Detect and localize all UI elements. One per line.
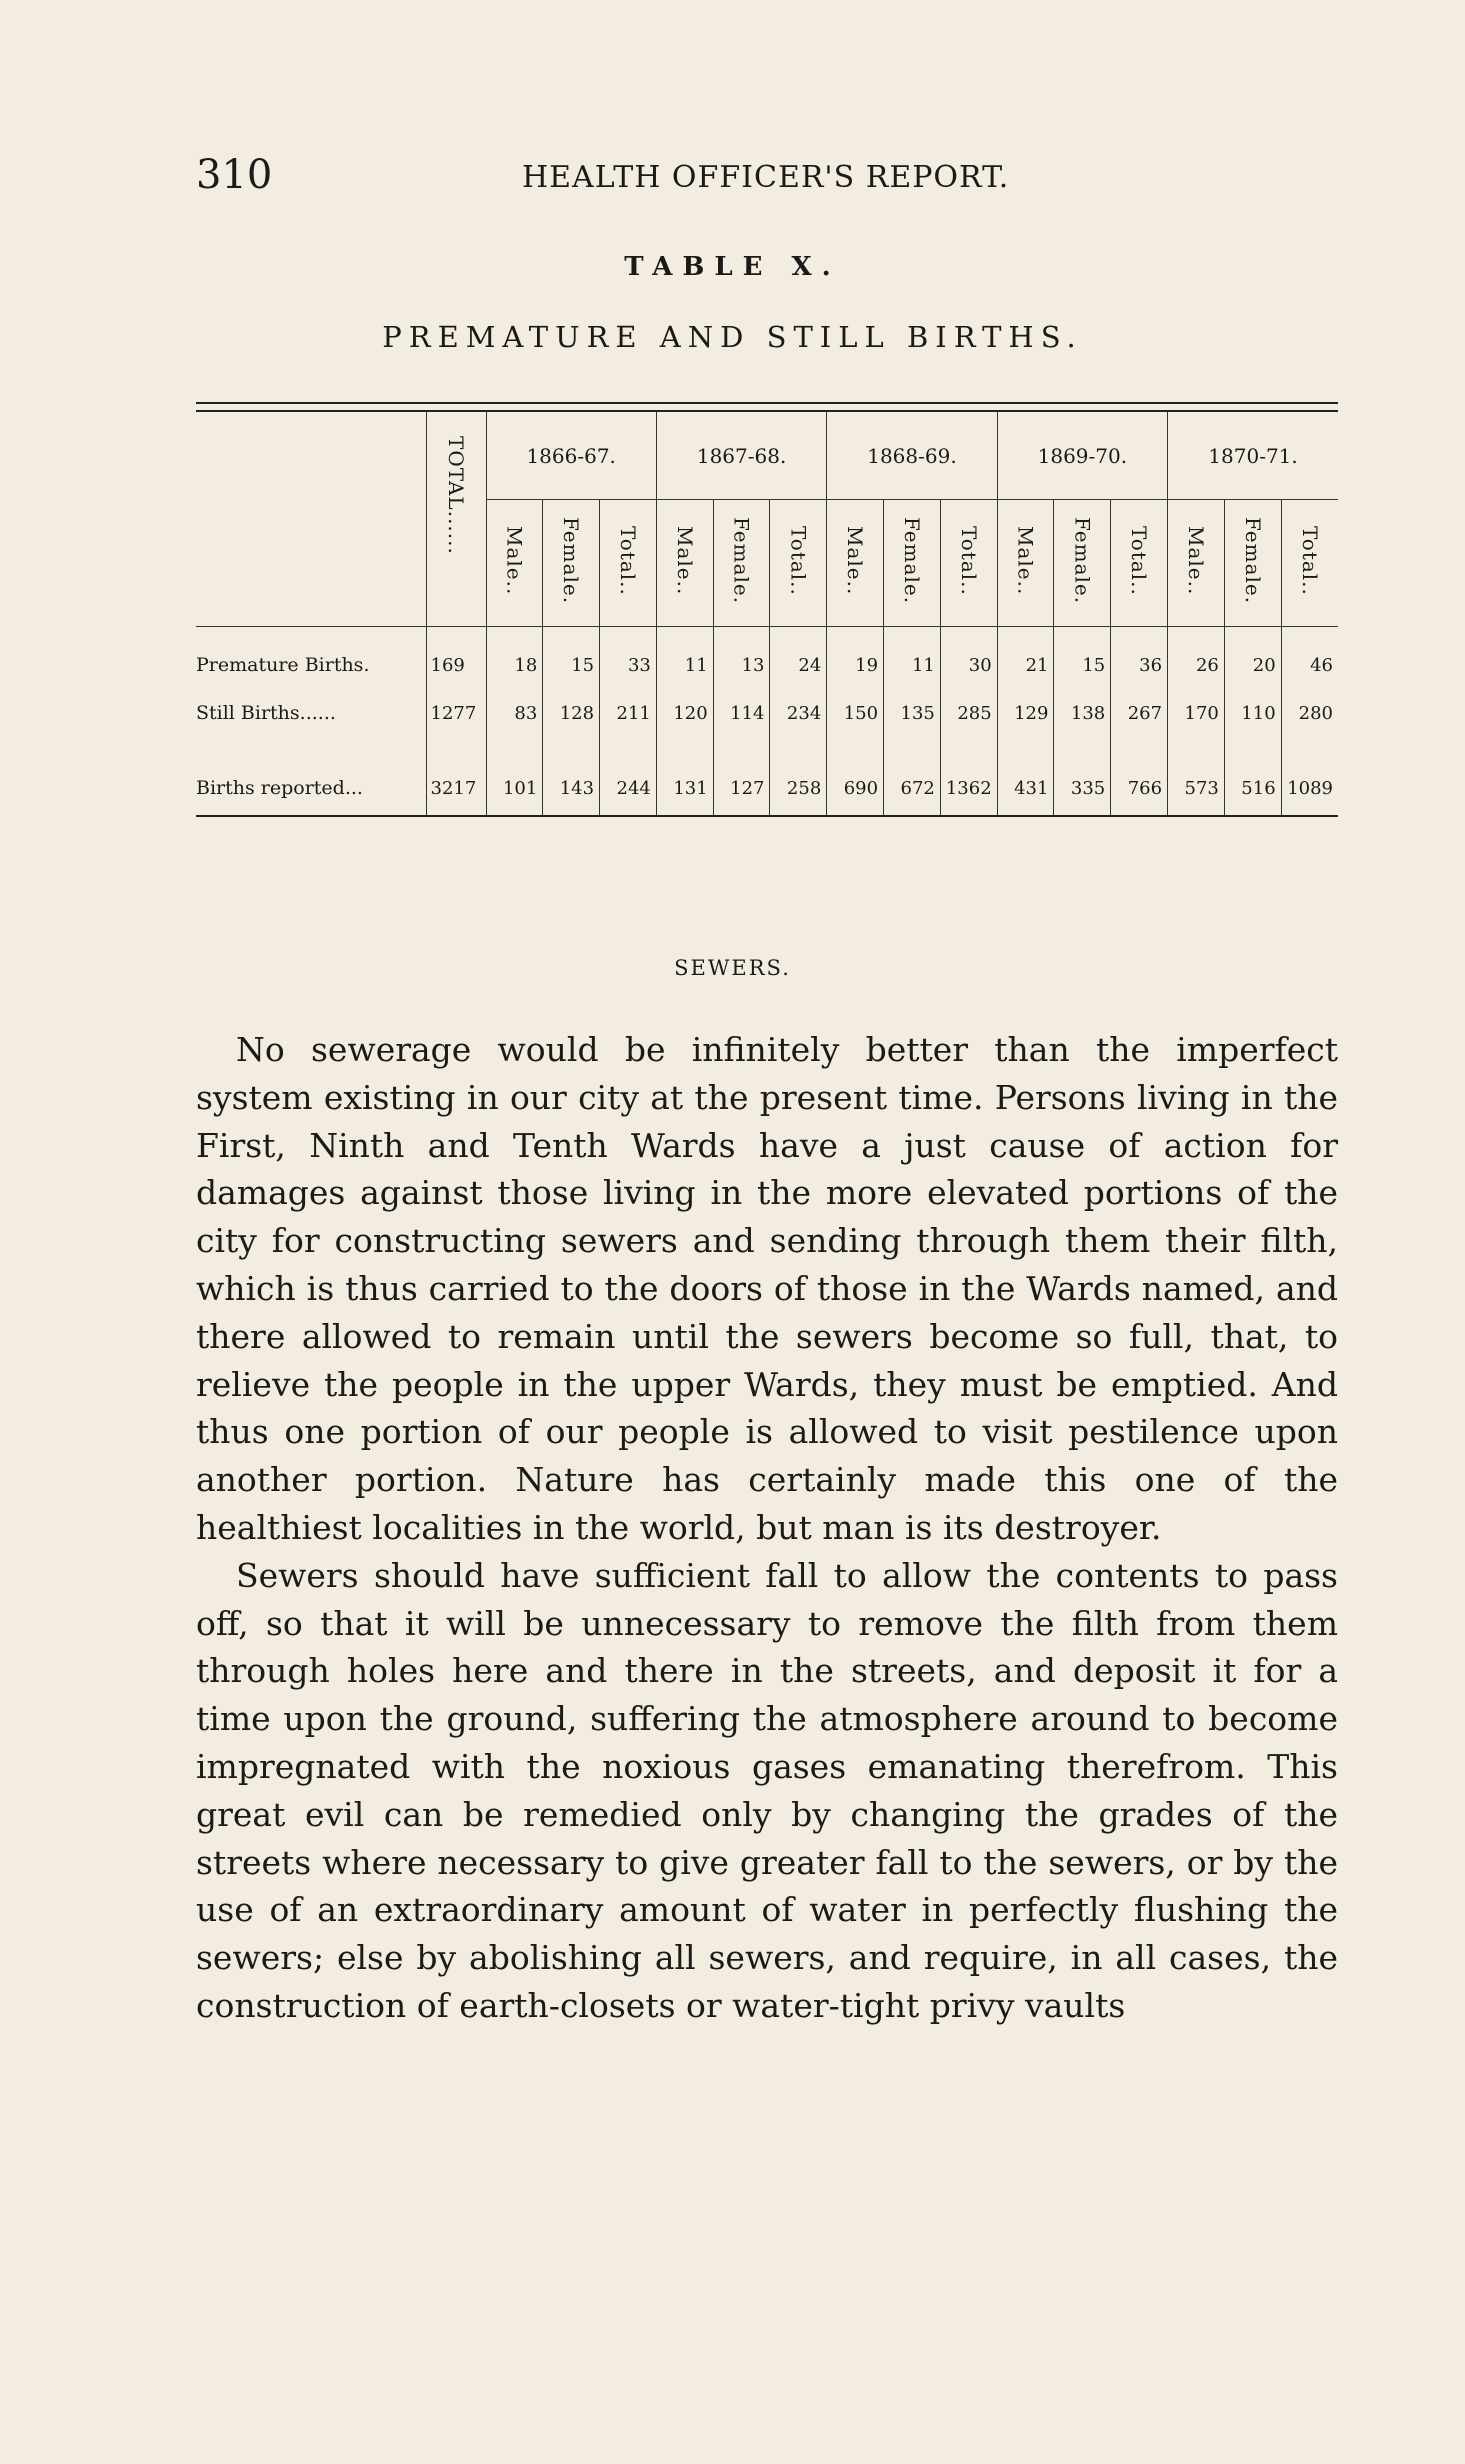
gap-cell — [940, 737, 997, 761]
row-gap — [196, 737, 1338, 761]
table-cell: 766 — [1111, 761, 1168, 816]
table-cell: 11 — [884, 641, 941, 689]
total-header-label: TOTAL...... — [444, 436, 468, 555]
table-cell: 36 — [1111, 641, 1168, 689]
table-cell: 110 — [1224, 689, 1281, 737]
stub-header — [196, 412, 426, 627]
sub-header — [1281, 500, 1338, 627]
sub-header-label: Total.. — [956, 525, 981, 596]
table-cell: 280 — [1281, 689, 1338, 737]
separator-cell — [486, 627, 543, 642]
separator-cell — [1111, 627, 1168, 642]
sub-header — [656, 500, 713, 627]
sub-header-label: Male.. — [672, 525, 697, 596]
births-table-wrapper — [196, 402, 1338, 817]
gap-cell — [196, 737, 426, 761]
table-cell: 244 — [600, 761, 657, 816]
separator-cell — [713, 627, 770, 642]
table-cell: 150 — [827, 689, 884, 737]
sub-header-label: Male.. — [843, 525, 868, 596]
births-table — [196, 412, 1338, 817]
header-row-years — [196, 412, 1338, 500]
total-header — [426, 412, 486, 627]
table-cell: 26 — [1168, 641, 1225, 689]
gap-cell — [997, 737, 1054, 761]
gap-cell — [1224, 737, 1281, 761]
separator-cell — [997, 627, 1054, 642]
table-cell: 114 — [713, 689, 770, 737]
separator-cell — [770, 627, 827, 642]
gap-cell — [1054, 737, 1111, 761]
sub-header-label: Total.. — [615, 525, 640, 596]
table-cell: 143 — [543, 761, 600, 816]
row-total: 3217 — [426, 761, 486, 816]
sub-header — [713, 500, 770, 627]
year-header: 1868-69. — [827, 412, 997, 500]
row-label: Premature Births. — [196, 654, 370, 676]
sub-header-label: Total.. — [1297, 525, 1322, 596]
separator-cell — [1054, 627, 1111, 642]
table-row — [196, 641, 1338, 689]
year-header: 1870-71. — [1168, 412, 1338, 500]
gap-cell — [827, 737, 884, 761]
sub-header-label: Male.. — [1183, 525, 1208, 596]
table-cell: 19 — [827, 641, 884, 689]
sub-header-label: Total.. — [1127, 525, 1152, 596]
table-cell: 1089 — [1281, 761, 1338, 816]
running-title: HEALTH OFFICER'S REPORT. — [522, 160, 1010, 195]
separator-cell — [543, 627, 600, 642]
table-cell: 285 — [940, 689, 997, 737]
gap-cell — [426, 737, 486, 761]
row-label: Still Births...... — [196, 702, 336, 724]
gap-cell — [543, 737, 600, 761]
sub-header — [770, 500, 827, 627]
table-cell: 129 — [997, 689, 1054, 737]
sub-header — [486, 500, 543, 627]
sub-header-label: Female. — [1240, 517, 1265, 605]
table-cell: 211 — [600, 689, 657, 737]
table-cell: 120 — [656, 689, 713, 737]
sub-header-label: Female. — [729, 517, 754, 605]
paragraph: No sewerage would be infinitely better than the imperfect system existing in our city at the present time. Persons living in the First, Ninth and Tenth Wards have a just cause of action for damages against those living in the more elevated portions of the city for constructing sewers and sending through them their filth, which is thus carried to the doors of those in the Wards named, and there allowed to remain until the sewers become so full, that, to relieve the people in the upper Wards, they must be emptied. And thus one portion of our people is allowed to visit pestilence upon another portion. Nature has certainly made this one of the healthiest localities in the world, but man is its destroyer. — [196, 1030, 1338, 1547]
year-header: 1869-70. — [997, 412, 1167, 500]
table-cell: 15 — [1054, 641, 1111, 689]
sub-header — [600, 500, 657, 627]
gap-cell — [1281, 737, 1338, 761]
table-cell: 46 — [1281, 641, 1338, 689]
year-header: 1867-68. — [656, 412, 826, 500]
paragraph: Sewers should have sufficient fall to allow the contents to pass off, so that it will be unnecessary to remove the filth from them through holes here and there in the streets, and deposit it for a time upon the ground, suffering the atmosphere around to become impregnated with the noxious gases emanating therefrom. This great evil can be remedied only by changing the grades of the streets where necessary to give greater fall to the sewers, or by the use of an extraordinary amount of water in perfectly flushing the sewers; else by abolishing all sewers, and require, in all cases, the construction of earth-closets or water-tight privy vaults — [196, 1555, 1338, 2025]
row-total: 1277 — [426, 689, 486, 737]
table-cell: 15 — [543, 641, 600, 689]
separator-cell — [1168, 627, 1225, 642]
table-cell: 127 — [713, 761, 770, 816]
table-cell: 33 — [600, 641, 657, 689]
separator-cell — [426, 627, 486, 642]
table-cell: 672 — [884, 761, 941, 816]
table-cell: 24 — [770, 641, 827, 689]
table-cell: 573 — [1168, 761, 1225, 816]
sub-header — [1111, 500, 1168, 627]
sub-header — [1054, 500, 1111, 627]
table-cell: 83 — [486, 689, 543, 737]
gap-cell — [770, 737, 827, 761]
separator-cell — [884, 627, 941, 642]
header-separator — [196, 627, 1338, 642]
row-label: Births reported... — [196, 761, 426, 816]
table-cell: 135 — [884, 689, 941, 737]
table-cell: 690 — [827, 761, 884, 816]
separator-cell — [940, 627, 997, 642]
sub-header-label: Female. — [559, 517, 584, 605]
table-cell: 258 — [770, 761, 827, 816]
gap-cell — [884, 737, 941, 761]
table-cell: 101 — [486, 761, 543, 816]
gap-cell — [600, 737, 657, 761]
sub-header — [1168, 500, 1225, 627]
page-number: 310 — [196, 152, 273, 198]
separator-cell — [827, 627, 884, 642]
table-row — [196, 761, 1338, 816]
body-text — [196, 1026, 1338, 2030]
separator-cell — [600, 627, 657, 642]
table-cell: 11 — [656, 641, 713, 689]
table-cell: 131 — [656, 761, 713, 816]
row-total: 169 — [426, 641, 486, 689]
table-cell: 128 — [543, 689, 600, 737]
table-cell: 13 — [713, 641, 770, 689]
gap-cell — [656, 737, 713, 761]
section-heading: SEWERS. — [674, 956, 791, 980]
table-cell: 138 — [1054, 689, 1111, 737]
table-row — [196, 689, 1338, 737]
table-cell: 516 — [1224, 761, 1281, 816]
table-cell: 30 — [940, 641, 997, 689]
gap-cell — [1168, 737, 1225, 761]
table-cell: 335 — [1054, 761, 1111, 816]
separator-cell — [196, 627, 426, 642]
sub-header-label: Male.. — [1013, 525, 1038, 596]
gap-cell — [1111, 737, 1168, 761]
table-cell: 1362 — [940, 761, 997, 816]
table-cell: 20 — [1224, 641, 1281, 689]
year-header: 1866-67. — [486, 412, 656, 500]
gap-cell — [486, 737, 543, 761]
sub-header-label: Total.. — [786, 525, 811, 596]
sub-header-label: Female. — [899, 517, 924, 605]
sub-header — [827, 500, 884, 627]
table-cell: 21 — [997, 641, 1054, 689]
gap-cell — [713, 737, 770, 761]
separator-cell — [1224, 627, 1281, 642]
table-cell: 170 — [1168, 689, 1225, 737]
table-top-rule — [196, 402, 1338, 412]
table-cell: 18 — [486, 641, 543, 689]
table-subtitle: PREMATURE AND STILL BIRTHS. — [382, 320, 1083, 354]
sub-header — [997, 500, 1054, 627]
sub-header-label: Male.. — [502, 525, 527, 596]
separator-cell — [656, 627, 713, 642]
table-cell: 267 — [1111, 689, 1168, 737]
sub-header — [1224, 500, 1281, 627]
sub-header — [543, 500, 600, 627]
sub-header — [884, 500, 941, 627]
table-title: TABLE X. — [624, 252, 841, 282]
table-cell: 234 — [770, 689, 827, 737]
page-header — [196, 152, 1265, 212]
table-cell: 431 — [997, 761, 1054, 816]
sub-header — [940, 500, 997, 627]
sub-header-label: Female. — [1070, 517, 1095, 605]
separator-cell — [1281, 627, 1338, 642]
